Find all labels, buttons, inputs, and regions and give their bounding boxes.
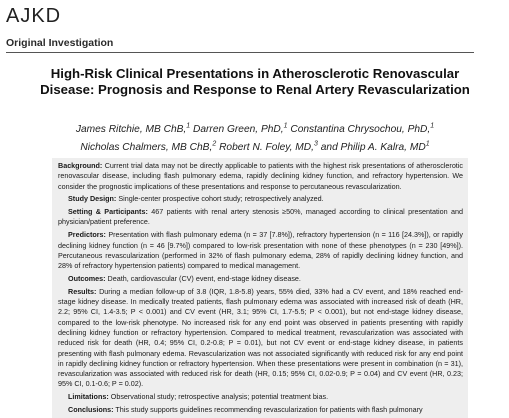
abstract-limitations: Limitations: Observational study; retrospective analysis; potential treatment bias. xyxy=(68,392,329,402)
author: Constantina Chrysochou, PhD,$^1$ xyxy=(290,123,435,136)
author: James Ritchie, MB ChB,$^1$ xyxy=(75,123,191,136)
journal-logo: AJKD xyxy=(6,5,62,27)
author: and Philip A. Kalra, $MD^1$ xyxy=(320,140,430,153)
article-title: High-Risk Clinical Presentations in Atherosclerotic Renovascular Disease: Prognosis and Response to Renal Artery Revascularization xyxy=(40,66,470,97)
author: Nicholas Chalmers, MB ChB,$^2$ xyxy=(80,140,217,153)
abstract-predictors: Predictors: Presentation with flash pulmonary edema (n = 37 [7.8%]), refractory hypertension (n = 116 [24.3%]), or rapidly declining kidney function (n = 46 [9.7%]) compared to low-risk presentation with none of these phenotypes (n = 230 [49%]). Percutaneous revascularization (performed in 32% of flash pulmonary edema, 28% of rapidly declining kidney function, and 28% of refractory hypertension patients) compared to medical management. xyxy=(58,230,463,271)
abstract-results: Results: During a median follow-up of 3.8 (IQR, 1.8-5.8) years, 55% died, 33% had a CV event, and 18% reached end-stage kidney disease. In medically treated patients, flash pulmonary edema was associated with increased risk of death (HR, 2.2; 95% CI, 1.4-3.5; P < 0.001) and CV event (HR, 3.1; 95% CI, 1.7-5.5; P < 0.001), but not end-stage kidney disease, compared to the low-risk phenotype. No increased risk for any end point was observed in patients presenting with rapidly declining kidney function or refractory hypertension. Compared to medical treatment, revascularization was associated with reduced risk for death (HR, 0.4; 95% CI, 0.2-0.8; P = 0.01), but not CV event or end-stage kidney disease, in patients presenting with flash pulmonary edema. Revascularization was not associated significantly with reduced risk for any end point in rapidly declining kidney function or refractory hypertension. When these presentations were present in combination (n = 31), revascularization was associated with reduced risk for death (HR, 0.15; 95% CI, 0.02-0.9; P = 0.04) and CV event (HR, 0.23; 95% CI, 0.1-0.6; P = 0.02). xyxy=(58,286,463,389)
abstract-setting: Setting & Participants: 467 patients with renal artery stenosis ≥50%, managed according to clinical presentation and physician/patient preference. xyxy=(58,207,464,227)
abstract-study-design: Study Design: Single-center prospective cohort study; retrospectively analyzed. xyxy=(68,194,324,204)
abstract-conclusions: Conclusions: This study supports guidelines recommending revascularization for patients with flash pulmonary xyxy=(68,405,423,415)
abstract-outcomes: Outcomes: Death, cardiovascular (CV) event, end-stage kidney disease. xyxy=(68,273,301,283)
author: Robert N. Foley, MD,$^3$ xyxy=(219,140,318,153)
abstract xyxy=(58,161,463,418)
author-list xyxy=(40,120,470,155)
author: Darren Green, PhD,$^1$ xyxy=(193,123,288,136)
abstract-background-section: Background: Current trial data may not be directly applicable to patients with the highest risk presentations of atherosclerotic renovascular disease, including flash pulmonary edema, rapidly declining kidney function, and refractory hypertension. We consider the prognostic implications of these presentations and response to percutaneous revascularization. xyxy=(58,161,463,191)
section-label: Original Investigation xyxy=(6,37,114,49)
header-rule xyxy=(6,52,474,53)
